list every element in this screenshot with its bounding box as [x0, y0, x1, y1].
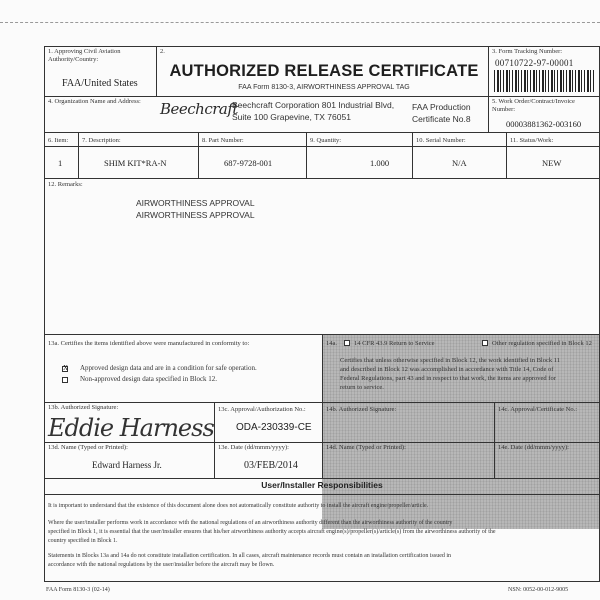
remarks-text: [136, 197, 255, 221]
status-work-header: 11. Status/Work:: [510, 137, 554, 144]
item-description: SHIM KIT*RA-N: [104, 158, 167, 168]
org-address: [232, 99, 394, 123]
scan-artifact-line: [0, 22, 600, 23]
responsibilities-title: User/Installer Responsibilities: [261, 480, 383, 490]
nsn-footer: NSN: 0052-00-012-9005: [508, 587, 569, 593]
divider: [322, 334, 323, 478]
block4-label: 4. Organization Name and Address:: [48, 98, 141, 105]
approval-date: 03/FEB/2014: [244, 460, 298, 471]
form-number-footer: FAA Form 8130-3 (02-14): [46, 587, 110, 593]
beechcraft-logo: Beechcraft: [160, 100, 238, 118]
approved-design-text: Approved design data and are in a condition for safe operation.: [80, 364, 257, 372]
divider: [44, 442, 600, 443]
paragraph-line: country specified in Block 1.: [48, 538, 118, 544]
divider: [44, 96, 600, 97]
divider: [156, 46, 157, 96]
part-number-header: 8. Part Number:: [202, 137, 244, 144]
serial-number: N/A: [452, 158, 467, 168]
other-regulation-checkbox[interactable]: [482, 340, 488, 346]
paragraph-line: specified in Block 1, it is essential that the user/installer ensures that his/her airworthiness authority accepts aircraft engine(s)/propeller(s)/article(s) from the airworthiness authority of the: [48, 529, 496, 535]
divider: [44, 132, 600, 133]
divider: [198, 132, 199, 178]
quantity: 1.000: [370, 158, 390, 168]
divider: [488, 96, 489, 132]
divider: [214, 402, 215, 478]
cert-line: Federal Regulations, part 43 and in respect to that work, the items are approved for: [340, 375, 556, 382]
responsibilities-paragraph-1: It is important to understand that the existence of this document alone does not automatically constitute authority to install the aircraft engine/propeller/article.: [48, 503, 429, 509]
block14a-certification-text: [340, 356, 595, 392]
work-order-number: 00003881362-003160: [506, 119, 582, 129]
block3-label: 3. Form Tracking Number:: [492, 48, 563, 55]
divider: [488, 46, 489, 96]
remarks-line: AIRWORTHINESS APPROVAL: [136, 198, 255, 208]
paragraph-line: Statements in Blocks 13a and 14a do not constitute installation certification. In all cases, aircraft maintenance records must contain an installation certification issued in: [48, 553, 452, 559]
paragraph-line: accordance with the national regulations by the user/installer before the aircraft may be flown.: [48, 562, 275, 568]
divider: [44, 402, 600, 403]
item-header: 6. Item:: [48, 137, 69, 144]
block14e-label: 14e. Date (dd/mmm/yyyy):: [498, 444, 569, 451]
approval-number: ODA-230339-CE: [236, 422, 312, 433]
quantity-header: 9. Quantity:: [310, 137, 342, 144]
block14c-label: 14c. Approval/Certificate No.:: [498, 406, 578, 413]
block2-number: 2.: [160, 48, 165, 55]
block14a-label: 14a.: [326, 340, 338, 347]
non-approved-design-checkbox[interactable]: [62, 377, 68, 383]
cert-line: return to service.: [340, 384, 384, 391]
cert-line: Certifies that unless otherwise specified in Block 12, the work identified in Block 11: [340, 357, 560, 364]
block13a-label: 13a. Certifies the items identified above were manufactured in conformity to:: [48, 340, 250, 347]
divider: [44, 146, 600, 147]
divider: [306, 132, 307, 178]
status-work: NEW: [542, 158, 562, 168]
item-number: 1: [58, 158, 63, 168]
divider: [506, 132, 507, 178]
divider: [44, 178, 600, 179]
block5-label: 5. Work Order/Contract/Invoice Number:: [492, 98, 575, 113]
authorized-signature: Eddie Harness: [48, 414, 214, 442]
barcode: [494, 70, 594, 92]
address-line: Suite 100 Grapevine, TX 76051: [232, 112, 351, 122]
divider: [44, 494, 600, 495]
description-header: 7. Description:: [82, 137, 121, 144]
divider: [78, 132, 79, 178]
block13d-label: 13d. Name (Typed or Printed):: [48, 444, 128, 451]
responsibilities-paragraph-3: [48, 552, 596, 570]
return-to-service-checkbox[interactable]: [344, 340, 350, 346]
block1-label: 1. Approving Civil Aviation Authority/Country:: [48, 48, 121, 63]
responsibilities-paragraph-2: [48, 519, 596, 546]
certificate-title: AUTHORIZED RELEASE CERTIFICATE: [169, 62, 479, 80]
address-line: Beechcraft Corporation 801 Industrial Blvd,: [232, 100, 395, 110]
remarks-label: 12. Remarks:: [48, 181, 83, 188]
production-line: Certificate No.8: [412, 114, 471, 124]
block13b-label: 13b. Authorized Signature:: [48, 404, 119, 411]
divider: [412, 132, 413, 178]
production-line: FAA Production: [412, 102, 471, 112]
production-certificate: [412, 101, 471, 125]
authority-country: FAA/United States: [62, 78, 138, 89]
return-to-service-text: 14 CFR 43.9 Return to Service: [354, 340, 435, 347]
part-number: 687-9728-001: [224, 158, 273, 168]
block14b-label: 14b. Authorized Signature:: [326, 406, 397, 413]
non-approved-design-text: Non-approved design data specified in Block 12.: [80, 375, 218, 383]
form-subtitle: FAA Form 8130-3, AIRWORTHINESS APPROVAL TAG: [238, 84, 410, 91]
remarks-line: AIRWORTHINESS APPROVAL: [136, 210, 255, 220]
paragraph-line: Where the user/installer performs work in accordance with the national regulations of an airworthiness authority different than the airworthiness authority of the country: [48, 520, 453, 526]
other-regulation-text: Other regulation specified in Block 12: [492, 340, 592, 347]
checkbox-mark: X: [63, 364, 69, 372]
divider: [44, 478, 600, 479]
block13c-label: 13c. Approval/Authorization No.:: [218, 406, 306, 413]
form-tracking-number: 00710722-97-00001: [495, 58, 574, 68]
block13e-label: 13e. Date (dd/mmm/yyyy):: [218, 444, 289, 451]
block14d-label: 14d. Name (Typed or Printed):: [326, 444, 406, 451]
printed-name: Edward Harness Jr.: [92, 460, 162, 470]
divider: [494, 402, 495, 478]
serial-number-header: 10. Serial Number:: [416, 137, 466, 144]
cert-line: and described in Block 12 was accomplished in accordance with Title 14, Code of: [340, 366, 554, 373]
